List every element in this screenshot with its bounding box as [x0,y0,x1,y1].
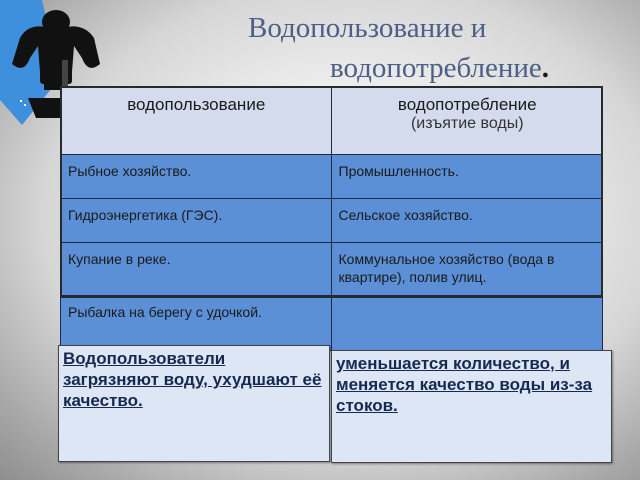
note-water-users [58,345,330,462]
table-cell: Купание в реке. [61,243,332,296]
table-cell: Рыбалка на берегу с удочкой. [61,296,332,351]
table-cell: Гидроэнергетика (ГЭС). [61,199,332,243]
table-cell: Рыбное хозяйство. [61,155,332,199]
note-water-users-text: Водопользователи загрязняют воду, ухудшают её качество. [63,349,322,410]
header-water-consumption-sub: (изъятие воды) [410,115,524,132]
table-row [61,155,603,199]
header-water-use [61,87,332,155]
table-cell [331,296,603,351]
header-water-consumption-label: водопотребление [397,95,537,114]
title-line-1: Водопользование и [248,12,487,44]
table-cell: Промышленность. [331,155,603,199]
header-water-consumption [331,87,603,155]
title-period: . [541,52,549,84]
table-row [61,243,603,296]
title-line-2 [330,50,549,86]
note-water-consumers [331,350,612,463]
table-header-row [61,87,603,155]
header-water-use-label: водопользование [127,95,266,114]
table-cell: Коммунальное хозяйство (вода в квартире), полив улиц. [331,243,603,296]
title-line-2-text: водопотребление [330,52,542,84]
note-water-consumers-text: уменьшается количество, и меняется качество воды из-за стоков. [336,354,593,415]
table-row [61,199,603,243]
comparison-table [60,86,603,351]
table-cell: Сельское хозяйство. [331,199,603,243]
table-row [61,296,603,351]
